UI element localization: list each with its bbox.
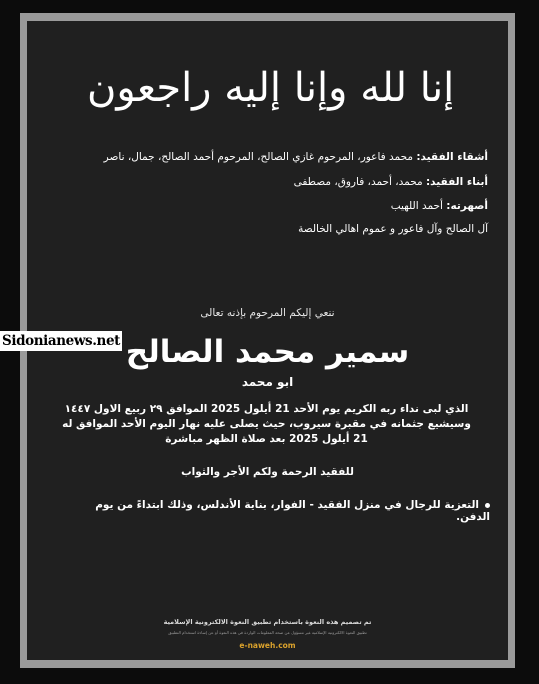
funeral-details: الذي لبى نداء ربه الكريم يوم الأحد 21 أيلول 2025 الموافق ٢٩ ربيع الاول ١٤٤٧ وسيشيع جثمانه في مقبرة سيروب، حيث يصلى عليه نهار اليوم الأحد الموافق له 21 أيلول 2025 بعد صلاة الظهر مباشرة <box>62 403 471 445</box>
sons-label: أبناء الفقيد: <box>425 176 488 188</box>
footer-disclaimer: تطبيق النعوة الالكترونية الإسلامية غير مسؤول عن صحة المعلومات الواردة في هذه النعوة أو عن إساءة استخدام التطبيق <box>168 630 367 635</box>
footer-website-link[interactable]: e-naweh.com <box>239 641 296 650</box>
sons-line <box>47 175 488 190</box>
siblings-line <box>47 150 488 165</box>
siblings-label: أشقاء الفقيد: <box>416 151 488 163</box>
deceased-nickname: ابو محمد <box>241 375 294 389</box>
footer-credit: تم تصميم هذه النعوة باستخدام تطبيق النعوة الالكترونية الإسلامية <box>163 618 372 626</box>
families-line: آل الصالح وآل فاعور و عموم اهالي الخالصة <box>298 223 488 235</box>
in-law-line <box>47 199 488 214</box>
in-law-value: أحمد اللهيب <box>390 200 447 212</box>
in-law-label: أصهرته: <box>446 200 488 212</box>
bullet-icon <box>485 503 490 508</box>
quran-verse-heading: إنا لله وإنا إليه راجعون <box>87 65 455 111</box>
prayer-line: للفقيد الرحمة ولكم الأجر والثواب <box>181 466 354 478</box>
siblings-value: محمد فاعور، المرحوم غازي الصالح، المرحوم أحمد الصالح، جمال، ناصر <box>103 151 417 163</box>
announcement-text: ننعي إليكم المرحوم بإذنه تعالى <box>200 307 335 319</box>
sons-value: محمد، أحمد، فاروق، مصطفى <box>293 176 426 188</box>
condolence-item <box>87 499 490 523</box>
deceased-name: سمير محمد الصالح <box>125 334 410 370</box>
condolence-text: التعزية للرجال في منزل الفقيد - الفوار، بناية الأندلس، وذلك ابتداءً من يوم الدفن. <box>95 499 490 523</box>
site-watermark: Sidonianews.net <box>0 331 122 351</box>
